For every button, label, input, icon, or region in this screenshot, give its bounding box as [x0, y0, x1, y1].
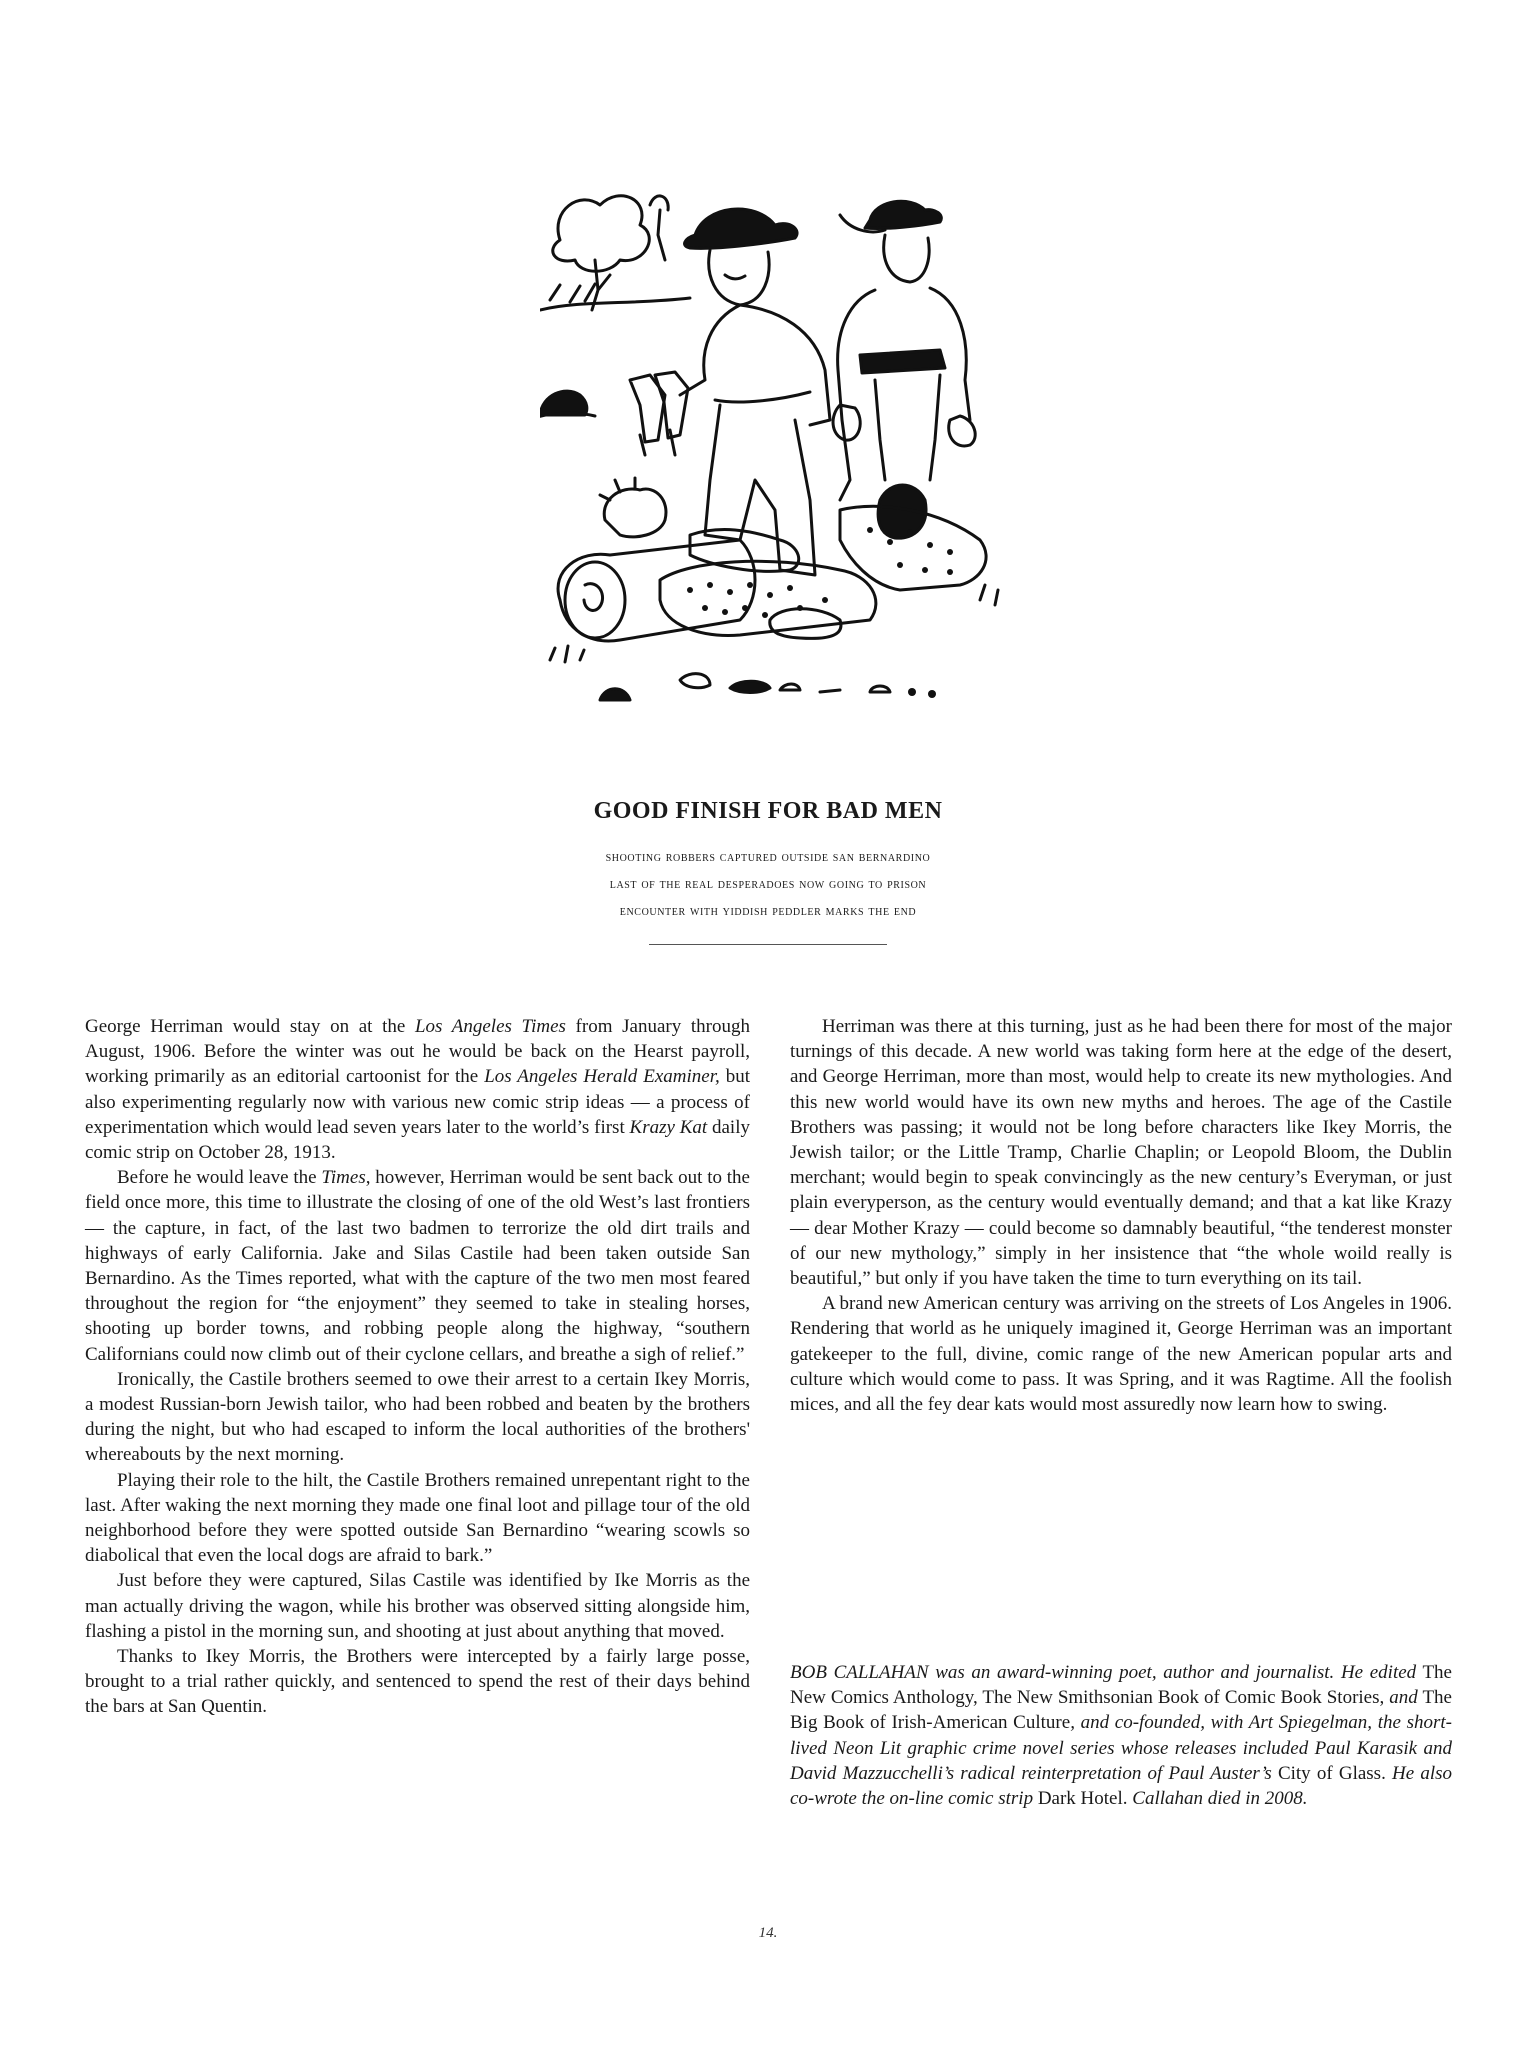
right-column [790, 1014, 1452, 1417]
italic-run: Los Angeles Times [414, 1016, 566, 1037]
text-run: City of Glass. [1271, 1762, 1392, 1784]
subheadline: last of the real desperadoes now going to prison [609, 876, 927, 892]
subheadline: encounter with yiddish peddler marks the end [619, 903, 917, 919]
paragraph [85, 1165, 750, 1367]
paragraph: Herriman was there at this turning, just as he had been there for most of the major turnings of this decade. A new world was taking form here at the edge of the desert, and George Herriman, more than most, would help to create its new mythologies. And this new world would have its own new myths and heroes. The age of the Castile Brothers was passing; it would not be long before characters like Ikey Morris, the Jewish tailor; or the Little Tramp, Charlie Chaplin; or Leopold Bloom, the Dublin merchant; would begin to speak convincingly as the new century’s Everyman, or just plain everyperson, as the century would eventually demand; and that a kat like Krazy — dear Mother Krazy — could become so damnably beautiful, “the tenderest monster of our new mythology,” simply in her insistence that “the whole woild really is beautiful,” but only if you have taken the time to turn everything on its tail. [790, 1016, 1452, 1290]
divider-rule [649, 944, 887, 945]
paragraph: A brand new American century was arriving on the streets of Los Angeles in 1906. Rendering that world as he uniquely imagined it, George Herriman was an important gatekeeper to the full, divine, comic range of the new American popular arts and culture which would come to pass. It was Spring, and it was Ragtime. All the foolish mices, and all the fey dear kats would most assuredly now learn how to swing. [790, 1293, 1452, 1416]
paragraph: Ironically, the Castile brothers seemed to owe their arrest to a certain Ikey Morris, a modest Russian-born Jewish tailor, who had been robbed and beaten by the brothers during the night, but who had escaped to inform the local authorities of the brothers' whereabouts by the next morning. [85, 1368, 750, 1466]
text-run: The Big Book of Irish-American Culture [790, 1687, 1452, 1734]
text-run: Dark Hotel. [1033, 1788, 1133, 1810]
cartoon-illustration [540, 180, 1030, 710]
paragraph: Playing their role to the hilt, the Castile Brothers remained unrepentant right to the last. After waking the next morning they made one final loot and pillage tour of the old neighborhood before they were spotted outside San Bernardino “wearing scowls so diabolical that even the local dogs are afraid to bark.” [85, 1469, 750, 1567]
left-column [85, 1014, 750, 1720]
italic-run: and [1389, 1687, 1418, 1709]
paragraph: Thanks to Ikey Morris, the Brothers were intercepted by a fairly large posse, brought to a trial rather quickly, and sentenced to spend the rest of their days behind the bars at San Quentin. [85, 1646, 750, 1718]
italic-run: , and co-founded, with Art Spiegelman, the short-lived Neon Lit graphic crime novel series whose releases included Paul Karasik and David Mazzucchelli’s radical reinterpretation of Paul Auster’s [790, 1712, 1452, 1784]
text-run: daily comic strip on October 28, 1913. [85, 1116, 750, 1164]
italic-run: Los Angeles Herald Examiner, [484, 1066, 720, 1088]
text-run: Before he would leave the [117, 1167, 322, 1189]
text-run: George Herriman would stay on at the [85, 1016, 415, 1037]
subheadlines [0, 844, 1536, 925]
headline: GOOD FINISH FOR BAD MEN [593, 798, 943, 824]
page-number: 14. [758, 1925, 778, 1941]
paragraph: Just before they were captured, Silas Castile was identified by Ike Morris as the man actually driving the wagon, while his brother was observed sitting alongside him, flashing a pistol in the morning sun, and shooting at just about anything that moved. [85, 1570, 750, 1642]
text-run: The New Comics Anthology, The New Smithsonian Book of Comic Book Stories, [790, 1662, 1452, 1709]
subheadline: shooting robbers captured outside san bernardino [605, 849, 931, 865]
author-bio [790, 1660, 1452, 1811]
bio-paragraph [790, 1660, 1452, 1811]
italic-run: He also co-wrote the on-line comic strip [790, 1762, 1453, 1810]
italic-run: BOB CALLAHAN was an award-winning poet, author and journalist. He edited [790, 1662, 1417, 1683]
text-run: , however, Herriman would be sent back out to the field once more, this time to illustrate the closing of one of the old West’s last frontiers — the capture, in fact, of the last two badmen to terrorize the old dirt trails and highways of early California. Jake and Silas Castile had been taken outside San Bernardino. As the Times reported, what with the capture of the two men most feared throughout the region for “the enjoyment” they seemed to take in stealing horses, shooting up border towns, and robbing people along the highway, “southern Californians could now climb out of their cyclone cellars, and breathe a sigh of relief.” [85, 1167, 750, 1365]
text-run: but also experimenting regularly now with various new comic strip ideas — a process of experimentation which would lead seven years later to the world’s first [85, 1066, 750, 1138]
italic-run: Krazy Kat [629, 1116, 708, 1138]
italic-run: Callahan died in 2008. [1132, 1788, 1308, 1810]
italic-run: Times [321, 1167, 366, 1189]
paragraph [85, 1014, 750, 1165]
text-run: from January through August, 1906. Before the winter was out he would be back on the Hearst payroll, working primarily as an editorial cartoonist for the [85, 1016, 750, 1088]
